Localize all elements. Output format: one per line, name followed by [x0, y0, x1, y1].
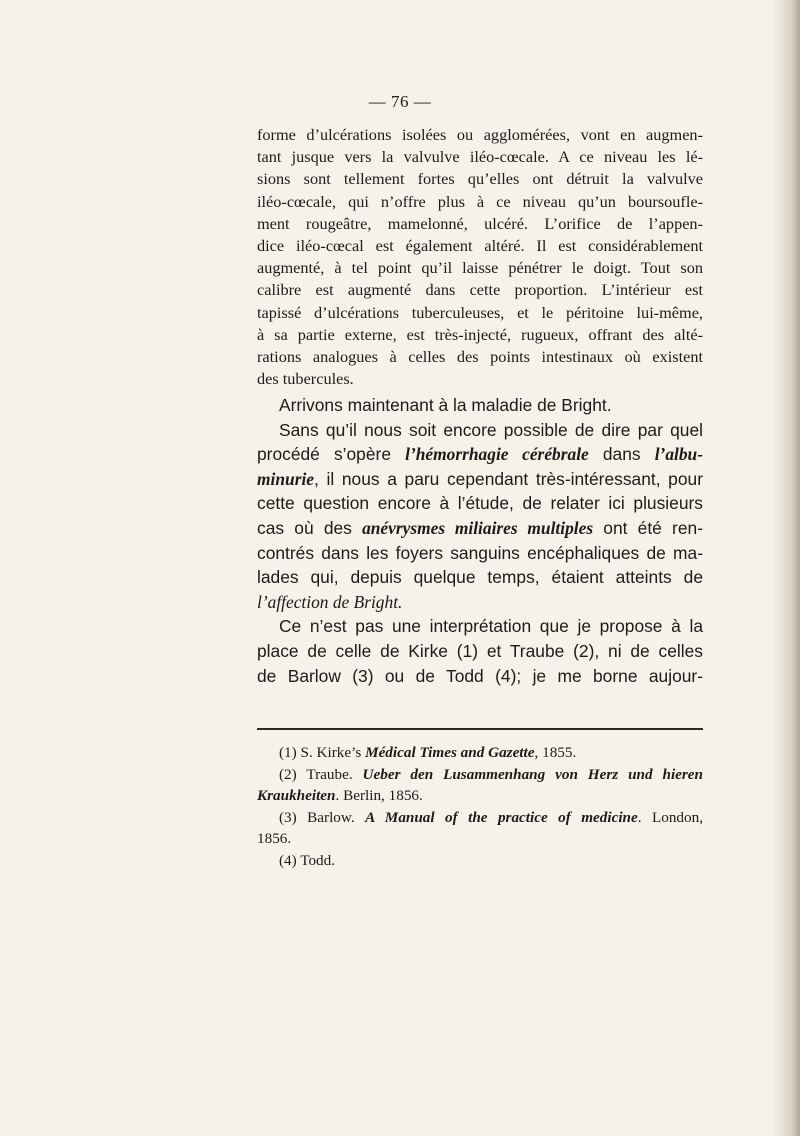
- text-line: tapissé d’ulcérations tuberculeuses, et le péritoine lui-même,: [257, 302, 703, 322]
- text-run: (3) Barlow.: [279, 808, 366, 826]
- text-line: Ce n’est pas une interprétation que je propose à la: [279, 616, 703, 637]
- text-run: (2) Traube.: [279, 765, 363, 783]
- paragraph-1: [257, 124, 703, 390]
- text-line: [257, 590, 703, 615]
- text-line: augmenté, à tel point qu’il laisse pénétrer le doigt. Tout son: [257, 258, 703, 278]
- text-line: forme d’ulcérations isolées ou agglomérées, vont en augmen-: [257, 125, 703, 144]
- footnote-2-cont: [257, 785, 703, 807]
- text-line: place de celle de Kirke (1) et Traube (2), ni de celles: [257, 640, 703, 661]
- text-run: , 1855.: [534, 744, 577, 761]
- text-line: à sa partie externe, est très-injecté, rugueux, offrant des alté-: [257, 324, 703, 344]
- italic-term: anévrysmes miliaires multiples: [362, 517, 594, 538]
- text-run: (1) S. Kirke’s: [279, 744, 366, 761]
- text-run: dans: [588, 444, 655, 465]
- text-line: [257, 442, 703, 467]
- italic-term: l’albu-: [654, 444, 704, 465]
- italic-title: A Manual of the practice of medicine: [365, 808, 638, 826]
- footnote-3: [257, 807, 703, 829]
- text-line: tant jusque vers la valvulve iléo-cœcale. A ce niveau les lé-: [257, 147, 703, 167]
- text-line: iléo-cœcale, qui n’offre plus à ce niveau qu’un boursoufle-: [257, 191, 703, 211]
- footnotes: [257, 742, 703, 871]
- italic-title: Kraukheiten: [257, 787, 336, 804]
- text-line: [257, 516, 703, 541]
- text-line: contrés dans les foyers sanguins encéphaliques de ma-: [257, 542, 703, 563]
- text-line: sions sont tellement fortes qu’elles ont détruit la valvulve: [257, 169, 703, 189]
- italic-term: minurie: [257, 468, 315, 489]
- footnote-3-cont: 1856.: [257, 830, 292, 847]
- text-line: calibre est augmenté dans cette proportion. L’intérieur est: [257, 280, 703, 300]
- page-number: — 76 —: [368, 92, 432, 111]
- text-run: procédé s’opère: [257, 444, 406, 465]
- italic-term: l’affection de Bright.: [257, 591, 403, 612]
- text-line: ment rougeâtre, mamelonné, ulcéré. L’orifice de l’appen-: [257, 213, 703, 233]
- text-line: des tubercules.: [257, 369, 354, 389]
- italic-title: Ueber den Lusammenhang von Herz und hieren: [362, 765, 703, 783]
- text-line: rations analogues à celles des points intestinaux où existent: [257, 347, 703, 367]
- text-run: , il nous a paru cependant très-intéressant, pour: [314, 468, 703, 489]
- text-line: lades qui, depuis quelque temps, étaient atteints de: [257, 567, 703, 588]
- text-line: de Barlow (3) ou de Todd (4); je me borne aujour-: [257, 665, 703, 686]
- section-heading-line: Arrivons maintenant à la maladie de Bright.: [279, 395, 612, 415]
- page-edge-shadow: [772, 0, 800, 1136]
- text-run: ont été ren-: [593, 517, 703, 538]
- text-line: dice iléo-cœcal est également altéré. Il est considérablement: [257, 236, 703, 256]
- italic-title: Médical Times and Gazette: [365, 744, 535, 761]
- text-run: . Berlin, 1856.: [335, 787, 423, 804]
- text-run: cas où des: [257, 517, 363, 538]
- paragraph-2: [257, 393, 703, 688]
- footnote-separator: [257, 728, 703, 730]
- footnote-1: [257, 742, 703, 764]
- footnote-2: [257, 764, 703, 786]
- text-line: [257, 467, 703, 492]
- footnote-4: (4) Todd.: [279, 851, 336, 869]
- text-run: . London,: [637, 808, 703, 826]
- text-line: cette question encore à l’étude, de relater ici plusieurs: [257, 493, 703, 514]
- italic-term: l’hémorrhagie cérébrale: [405, 444, 589, 465]
- text-line: Sans qu’il nous soit encore possible de dire par quel: [279, 419, 703, 440]
